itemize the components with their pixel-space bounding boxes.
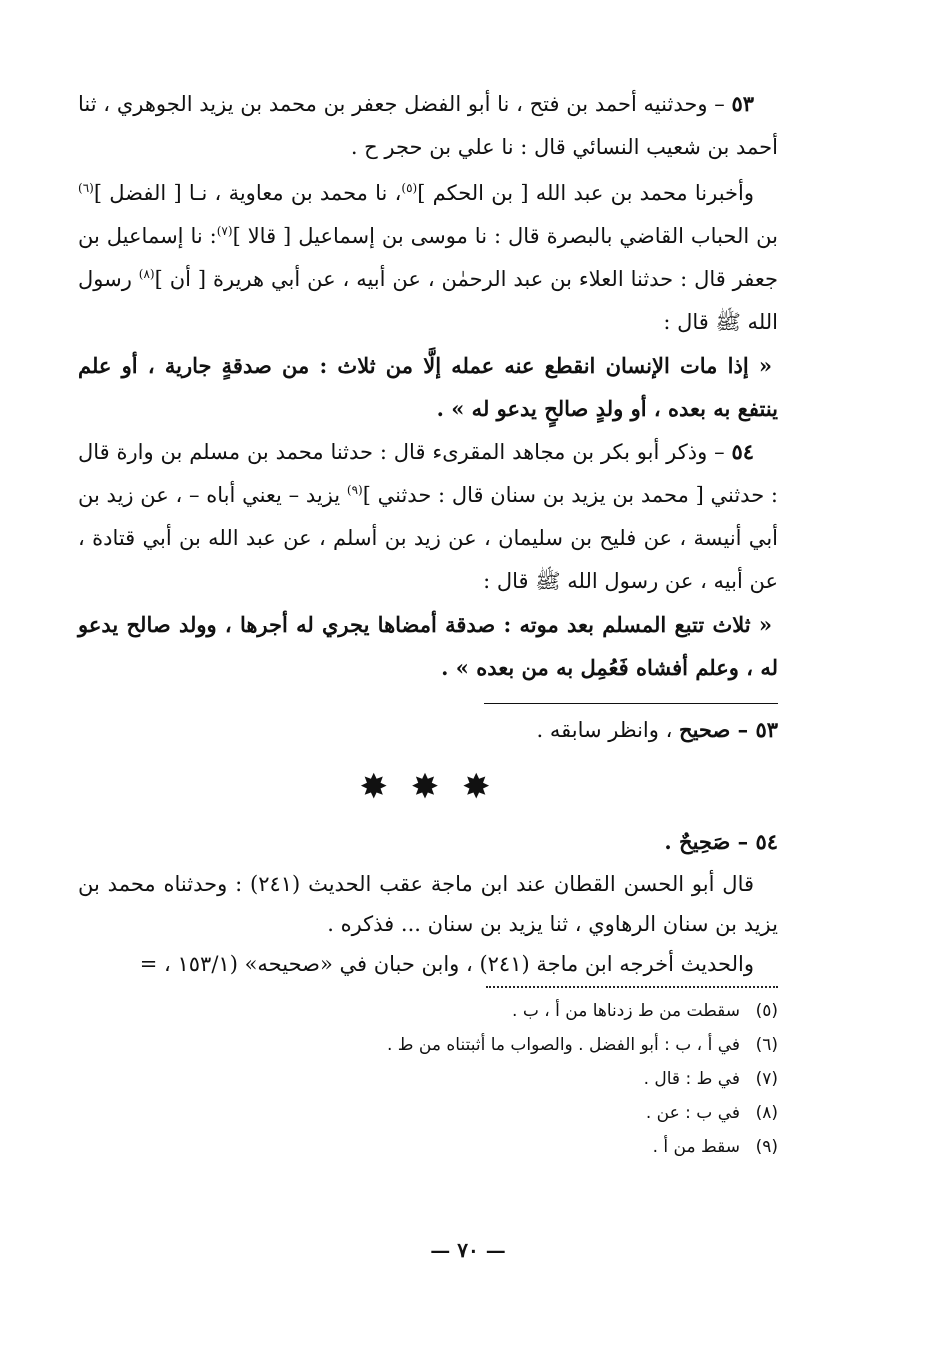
- hadith-53-chain-c: بن الحباب القاضي بالبصرة قال : نا موسى بن إسماعيل [ قالا ]: [232, 224, 778, 248]
- footnote-7-text: في ط : قال .: [643, 1069, 740, 1089]
- hadith-53-chain-d: : نا إسماعيل بن جعفر قال : حدثنا العلاء بن عبد الرحمٰن ، عن أبيه ، عن أبي هريرة [ أن ]: [78, 224, 778, 291]
- footnote-5-text: سقطت من ط زدناها من أ ، ب .: [512, 1001, 740, 1021]
- hadith-53-matn: « إذا مات الإنسان انقطع عنه عمله إلَّا من ثلاث : من صدقةٍ جارية ، أو علم ينتفع به بعده ، أو ولدٍ صالحٍ يدعو له » .: [78, 353, 778, 421]
- footnote-6: [78, 1028, 778, 1062]
- hadith-53-number: ٥٣: [731, 91, 754, 116]
- footnote-7: [78, 1062, 778, 1096]
- hadith-53-line1: – وحدثنيه أحمد بن فتح ، نا أبو الفضل جعفر بن محمد بن يزيد الجوهري ، ثنا أحمد بن شعيب النسائي قال : نا علي بن حجر ح .: [78, 92, 778, 159]
- page-number: — ٧٠ —: [430, 1238, 506, 1262]
- takhrij-53: [78, 708, 778, 752]
- takhrij-54-number: ٥٤: [755, 829, 778, 854]
- hadith-54-number: ٥٤: [731, 439, 754, 464]
- page-body: [78, 82, 778, 1164]
- footnote-6-text: في أ ، ب : أبو الفضل . والصواب ما أثبتناه من ط .: [387, 1035, 740, 1055]
- footnote-8: [78, 1096, 778, 1130]
- footnote-ref-9[interactable]: (٩): [346, 483, 363, 497]
- hadith-53-isnad-1: [78, 82, 778, 169]
- hadith-53-chain-e: رسول الله ﷺ قال :: [78, 267, 778, 334]
- hadith-53-isnad-2: [78, 172, 778, 344]
- footnote-9-mark: (٩): [755, 1137, 778, 1157]
- takhrij-53-number: ٥٣: [755, 717, 778, 742]
- footnote-5: [78, 994, 778, 1028]
- footnote-6-mark: (٦): [755, 1035, 778, 1055]
- footnote-separator: [486, 986, 778, 988]
- section-divider-rule: [484, 703, 778, 704]
- hadith-53-chain-b: ، نا محمد بن معاوية ، نـا [ الفضل ]: [93, 181, 402, 205]
- hadith-53-chain-a: وأخبرنا محمد بن عبد الله [ بن الحكم ]: [417, 181, 754, 205]
- commentary-paragraph-2: والحديث أخرجه ابن ماجة (٢٤١) ، وابن حبان في «صحيحه» (١٥٣/١ ، =: [139, 952, 754, 976]
- footnote-ref-8[interactable]: (٨): [138, 267, 155, 281]
- hadith-54-isnad: [78, 430, 778, 603]
- commentary-paragraph-1: قال أبو الحسن القطان عند ابن ماجة عقب الحديث (٢٤١) : وحدثناه محمد بن يزيد بن سنان الرهاوي ، ثنا يزيد بن سنان ... فذكره .: [78, 872, 778, 936]
- takhrij-53-grade: – صحيح: [679, 717, 756, 742]
- hadith-54-matn: « ثلاث تتبع المسلم بعد موته : صدقة أمضاها يجري له أجرها ، وولد صالح يدعو له ، وعلم أفشاه فَعُمِل به من بعده » .: [78, 612, 778, 680]
- footnote-9: [78, 1130, 778, 1164]
- takhrij-54: [78, 820, 778, 864]
- footnote-ref-5[interactable]: (٥): [401, 181, 418, 195]
- takhrij-54-grade: – صَحِيحٌ .: [664, 829, 756, 854]
- footnote-ref-6[interactable]: (٦): [78, 181, 94, 195]
- star-separator: ✸ ✸ ✸: [359, 767, 497, 807]
- footnote-7-mark: (٧): [755, 1069, 778, 1089]
- footnote-ref-7[interactable]: (٧): [216, 224, 233, 238]
- footnote-9-text: سقط من أ .: [652, 1137, 740, 1157]
- hadith-54-chain-b: يزيد – يعني أباه – ، عن زيد بن أبي أنيسة ، عن فليح بن سليمان ، عن زيد بن أسلم ، عن عبد الله بن أبي قتادة ، عن أبيه ، عن رسول الله ﷺ قال :: [78, 483, 778, 593]
- takhrij-53-rest: ، وانظر سابقه .: [536, 718, 680, 742]
- footnote-8-text: في ب : عن .: [645, 1103, 740, 1123]
- hadith-54-chain-a: – وذكر أبو بكر بن مجاهد المقرىء قال : حدثنا محمد بن مسلم بن وارة قال : حدثني [ محمد بن يزيد بن سنان قال : حدثني ]: [78, 440, 778, 507]
- footnotes-list: [78, 994, 778, 1164]
- footnote-5-mark: (٥): [755, 1001, 778, 1021]
- footnote-8-mark: (٨): [755, 1103, 778, 1123]
